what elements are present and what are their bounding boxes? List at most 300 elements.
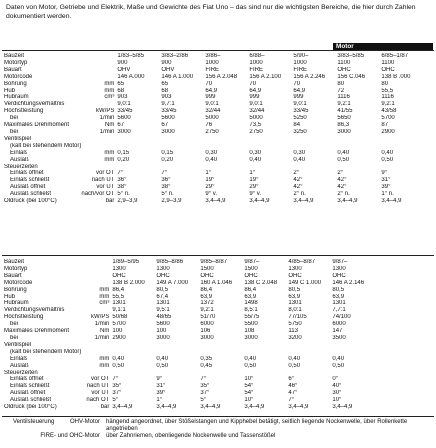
cell-value: 4/85–8/87	[288, 259, 316, 265]
cell-value: 1300	[156, 265, 170, 272]
cell-value: 9,7:1	[161, 101, 175, 108]
row-label: Bauzeit	[4, 53, 25, 59]
footer-row	[4, 419, 434, 433]
divider-top	[2, 50, 434, 51]
table-row	[4, 342, 376, 349]
table-row	[4, 94, 425, 101]
cell-value: 42°	[337, 177, 347, 184]
cell-value: 1100	[381, 59, 395, 66]
cell-value	[249, 164, 293, 171]
cell-value: 84	[293, 122, 301, 129]
cell-value: 0,40	[293, 156, 306, 163]
cell-value: 0,40	[249, 156, 262, 163]
cell-value: 1° n.	[381, 191, 394, 198]
cell-value: 156 A 2.246	[293, 73, 326, 80]
row-unit: cm³	[99, 300, 110, 307]
cell-value: 1300	[112, 265, 126, 272]
footer-label: FIRE- und OHC-Motor	[40, 433, 100, 440]
cell-value: 5°	[200, 397, 207, 404]
row-unit	[81, 307, 112, 314]
cell-value: 1°	[249, 170, 256, 177]
table-row	[4, 108, 425, 115]
table-row	[4, 164, 425, 171]
table-row	[4, 81, 425, 88]
cell-value: 9,0:1	[117, 101, 131, 108]
row-label: Hubraum	[4, 300, 29, 307]
cell-value	[337, 164, 381, 171]
cell-value	[117, 136, 161, 143]
cell-value: 1500	[200, 265, 214, 272]
row-label: Verdichtungsverhältnis	[4, 101, 65, 108]
cell-value: FIRE	[205, 66, 220, 73]
cell-value: 87	[381, 122, 389, 129]
row-label: Höchstleistung	[4, 314, 44, 321]
cell-value	[112, 349, 156, 356]
row-label: Öldruck (bei 100°C)	[4, 198, 57, 205]
cell-value: 3000	[200, 334, 214, 341]
cell-value: 0,40	[337, 149, 350, 156]
cell-value: 40°	[332, 383, 342, 390]
cell-value: FIRE	[293, 66, 308, 73]
row-label: Hub	[4, 293, 16, 300]
cell-value: 9,5:1	[156, 307, 170, 314]
cell-value: 5500	[244, 321, 258, 328]
table-row	[4, 129, 425, 136]
cell-value: 2,9–3,9	[117, 198, 138, 205]
row-unit	[81, 266, 112, 273]
cell-value: 1116	[337, 94, 350, 101]
cell-value: 3250	[293, 128, 307, 135]
cell-value: 5° n.	[161, 191, 174, 198]
cell-value: 54°	[244, 390, 254, 397]
cell-value: 7,7:1	[332, 307, 346, 314]
row-unit: nach OT	[86, 397, 110, 404]
cell-value: 65	[117, 80, 125, 87]
cell-value: 0,20	[161, 156, 174, 163]
cell-value: 42°	[337, 184, 347, 191]
cell-value: OHC	[337, 66, 351, 73]
row-label: Öldruck (bei 100°C)	[4, 404, 57, 411]
table-row	[4, 356, 376, 363]
table-row	[4, 273, 376, 280]
table-row	[4, 259, 376, 266]
cell-value: 63,9	[244, 293, 257, 300]
cell-value	[244, 370, 288, 377]
cell-value: 5/90–	[293, 53, 309, 59]
cell-value: 38°	[117, 184, 127, 191]
row-label: Einlaß öffnet	[10, 170, 44, 177]
row-label: Einlaß schließt	[10, 177, 50, 184]
cell-value: 9,2:1	[200, 307, 214, 314]
engine-table-1	[4, 53, 425, 205]
row-unit: nach/vor OT	[81, 191, 115, 198]
table-row	[4, 115, 425, 122]
cell-value: 74/100	[332, 314, 351, 321]
cell-value: 36°	[117, 177, 127, 184]
cell-value: 0,50	[244, 362, 257, 369]
table-row	[4, 314, 376, 321]
row-unit	[81, 60, 117, 67]
row-unit: mm	[104, 80, 115, 87]
cell-value: 9/87–	[332, 259, 348, 265]
cell-value: 5700	[112, 321, 126, 328]
table-row	[4, 328, 376, 335]
cell-value: 5° n.	[117, 191, 130, 198]
cell-value: 63,9	[200, 293, 213, 300]
cell-value: 29°	[205, 184, 215, 191]
cell-value	[112, 370, 156, 377]
cell-value: 64,9	[205, 87, 218, 94]
cell-value: 138 B 2.000	[112, 279, 145, 286]
cell-value	[244, 342, 288, 349]
cell-value: 5250	[293, 115, 307, 122]
cell-value: 67	[117, 122, 125, 129]
cell-value: 6°	[288, 376, 295, 383]
row-label: bei	[10, 321, 19, 328]
row-unit	[81, 349, 112, 356]
cell-value: 6/88–	[249, 53, 265, 59]
cell-value: 2°	[293, 170, 300, 177]
cell-value: 138 C 2.048	[244, 279, 278, 286]
cell-value: 80	[337, 80, 345, 87]
cell-value: 86,4	[244, 286, 257, 293]
row-label: Ventilspiel	[4, 341, 32, 348]
row-unit: Nm	[100, 328, 110, 335]
table-row	[4, 266, 376, 273]
cell-value	[288, 349, 332, 356]
table-row	[4, 294, 376, 301]
table-row	[4, 349, 376, 356]
cell-value: 2° n.	[337, 191, 350, 198]
cell-value: 35°	[200, 383, 210, 390]
cell-value: 0,50	[156, 362, 169, 369]
cell-value: 100	[112, 328, 123, 335]
cell-value	[205, 136, 249, 143]
table-row	[4, 287, 376, 294]
cell-value: 3,4–4,9	[293, 198, 314, 205]
cell-value: 1301	[288, 300, 302, 307]
cell-value	[156, 370, 200, 377]
row-label: Auslaß schließt	[10, 397, 52, 404]
cell-value: 6000	[332, 321, 346, 328]
cell-value: 55,5	[381, 87, 394, 94]
cell-value: 149 C 1.000	[288, 279, 322, 286]
cell-value: 113	[288, 328, 298, 335]
row-label: Einlaß	[10, 149, 28, 156]
cell-value: OHC	[200, 272, 214, 279]
cell-value: 0,15	[161, 149, 174, 156]
cell-value: 5700	[381, 115, 395, 122]
cell-value	[288, 342, 332, 349]
cell-value	[332, 342, 376, 349]
cell-value: 1372	[200, 300, 214, 307]
row-unit: mm	[104, 156, 115, 163]
cell-value	[381, 164, 425, 171]
row-unit: 1/min	[94, 334, 110, 341]
cell-value: 3,4–4,9	[288, 404, 309, 411]
row-unit: kW/PS	[91, 314, 110, 321]
engine-table-2	[4, 259, 376, 411]
cell-value	[249, 143, 293, 150]
cell-value: 77/105	[288, 314, 307, 321]
cell-value: 3,4–4,9	[112, 404, 133, 411]
cell-value: 2900	[112, 334, 126, 341]
cell-value: 3200	[288, 334, 302, 341]
cell-value: 3000	[156, 334, 170, 341]
cell-value: 76	[205, 122, 213, 129]
cell-value: 3500	[332, 334, 346, 341]
row-unit: 1/min	[99, 128, 115, 135]
cell-value: 3,4–4,9	[249, 198, 270, 205]
cell-value: 6000	[200, 321, 214, 328]
table-row	[4, 397, 376, 404]
row-label: Motortyp	[4, 59, 28, 66]
cell-value: 2750	[249, 128, 263, 135]
cell-value: 1/89–5/95	[112, 259, 140, 265]
cell-value: 0,50	[112, 362, 125, 369]
cell-value: 31°	[156, 383, 166, 390]
cell-value	[288, 370, 332, 377]
cell-value: 3,4–4,9	[156, 404, 177, 411]
cell-value: 3,4–4,9	[205, 198, 226, 205]
cell-value: 5600	[117, 115, 131, 122]
footer-text: hängend angeordnet, über Stößelstangen und Kipphebel betätigt, seitlich liegende Nockenwelle, über Rollenkette angetrieben	[106, 419, 408, 433]
cell-value	[205, 164, 249, 171]
row-unit	[81, 273, 112, 280]
table-row	[4, 300, 376, 307]
cell-value: 0,45	[200, 362, 213, 369]
cell-value: 149 A 7.000	[156, 279, 189, 286]
cell-value: 10°	[244, 397, 254, 404]
cell-value: 37°	[200, 390, 210, 397]
row-unit	[81, 136, 117, 143]
row-unit	[81, 259, 112, 266]
cell-value: 10°	[332, 397, 342, 404]
cell-value: OHC	[112, 272, 126, 279]
row-label: Auslaß schließt	[10, 191, 52, 198]
row-label: Bauart	[4, 66, 22, 73]
cell-value: 0,40	[156, 355, 169, 362]
cell-value: 67	[161, 122, 169, 129]
cell-value	[293, 164, 337, 171]
cell-value: 42°	[293, 184, 303, 191]
cell-value: 900	[161, 59, 172, 66]
cell-value	[381, 143, 425, 150]
cell-value	[381, 136, 425, 143]
row-label: bei	[10, 128, 19, 135]
valve-control-notes	[4, 419, 434, 441]
cell-value: 19°	[205, 177, 215, 184]
table-row	[4, 53, 425, 60]
cell-value: 47°	[288, 390, 298, 397]
cell-value: 1498	[244, 300, 258, 307]
table-row	[4, 88, 425, 95]
cell-value: 146 A 2.146	[332, 279, 365, 286]
row-label: Motortyp	[4, 265, 28, 272]
cell-value: 1000	[205, 59, 219, 66]
cell-value: 147	[332, 328, 343, 335]
row-label: Auslaß	[10, 362, 29, 369]
cell-value: 3,4–4,9	[244, 404, 265, 411]
row-unit: mm	[99, 355, 110, 362]
cell-value: 29°	[249, 184, 259, 191]
row-unit: nach UT	[91, 177, 115, 184]
table-row	[4, 404, 376, 411]
cell-value: 1301	[156, 300, 170, 307]
cell-value: 46°	[288, 383, 298, 390]
cell-value: 80,5	[156, 286, 169, 293]
cell-value: 1301	[112, 300, 126, 307]
row-unit: vor UT	[96, 184, 115, 191]
cell-value: 9,2:1	[337, 101, 351, 108]
cell-value: 3000	[117, 128, 131, 135]
cell-value: 0,50	[337, 156, 350, 163]
row-unit: bar	[105, 198, 115, 205]
cell-value	[156, 342, 200, 349]
cell-value	[337, 136, 381, 143]
cell-value: 0,15	[117, 149, 130, 156]
row-label: Motorcode	[4, 279, 33, 286]
cell-value: 41/55	[337, 108, 353, 115]
row-unit	[81, 164, 117, 171]
cell-value: 0,40	[381, 149, 394, 156]
cell-value: 2°	[337, 170, 344, 177]
cell-value: 39°	[156, 390, 166, 397]
table-row	[4, 177, 425, 184]
cell-value: 2900	[381, 128, 395, 135]
table-row	[4, 307, 376, 314]
cell-value: 70	[249, 80, 257, 87]
section-header-motor: Motor	[333, 43, 433, 50]
row-unit: mm	[99, 293, 110, 300]
cell-value: 70	[205, 80, 213, 87]
cell-value: 0,35	[200, 355, 213, 362]
table-row	[4, 370, 376, 377]
row-unit	[81, 143, 117, 150]
cell-value: 55/75	[244, 314, 260, 321]
cell-value: 156 C.046	[337, 73, 366, 80]
cell-value: 1301	[332, 300, 346, 307]
cell-value: 1300	[332, 265, 346, 272]
cell-value: 86,4	[200, 286, 213, 293]
row-unit: mm	[104, 149, 115, 156]
cell-value	[293, 143, 337, 150]
cell-value: 999	[249, 94, 260, 101]
cell-value: 5000	[249, 115, 263, 122]
cell-value: 32/44	[249, 108, 265, 115]
row-unit: mm	[99, 362, 110, 369]
cell-value: 3/83–2/86	[161, 53, 189, 59]
cell-value: 19°	[249, 177, 259, 184]
cell-value: 86,4	[112, 286, 125, 293]
row-label: Ventilspiel	[4, 135, 32, 142]
table-row	[4, 150, 425, 157]
table-row	[4, 363, 376, 370]
table-row	[4, 198, 425, 205]
cell-value	[117, 143, 161, 150]
cell-value: 7°	[112, 376, 119, 383]
row-label: Maximales Drehmoment	[4, 328, 70, 335]
row-label: Steuerzeiten	[4, 163, 38, 170]
row-unit	[81, 74, 117, 81]
cell-value: 30°	[332, 390, 342, 397]
cell-value: 54°	[244, 383, 254, 390]
cell-value: 5°	[112, 397, 119, 404]
row-unit: vor OT	[96, 170, 115, 177]
row-unit: mm	[104, 87, 115, 94]
row-label: Höchstleistung	[4, 108, 44, 115]
table-row	[4, 280, 376, 287]
cell-value: 1500	[244, 265, 258, 272]
cell-value	[337, 143, 381, 150]
cell-value: 36°	[161, 177, 171, 184]
cell-value: OHC	[332, 272, 346, 279]
cell-value: 5650	[337, 115, 351, 122]
cell-value: 9/85–8/86	[156, 259, 184, 265]
cell-value	[161, 143, 205, 150]
cell-value: 5750	[288, 321, 302, 328]
row-unit	[81, 370, 112, 377]
row-label: (kalt bei stehendem Motor)	[10, 348, 82, 355]
row-label: Steuerzeiten	[4, 369, 38, 376]
cell-value: 72	[337, 87, 345, 94]
cell-value: 903	[117, 94, 128, 101]
cell-value: 8,5:1	[244, 307, 258, 314]
cell-value: OHV	[117, 66, 131, 73]
table-row	[4, 101, 425, 108]
row-label: Motorcode	[4, 73, 33, 80]
cell-value: 0,30	[205, 149, 218, 156]
cell-value: 5600	[161, 115, 175, 122]
cell-value	[332, 349, 376, 356]
cell-value: 80,5	[288, 286, 301, 293]
cell-value: 0,40	[332, 355, 345, 362]
cell-value: 146 A.000	[117, 73, 145, 80]
table-row	[4, 383, 376, 390]
cell-value	[205, 143, 249, 150]
cell-value: OHC	[381, 66, 395, 73]
cell-value: 1°	[205, 170, 212, 177]
row-label: bei	[10, 115, 19, 122]
table-row	[4, 136, 425, 143]
cell-value	[161, 164, 205, 171]
cell-value: 9,0:1	[249, 101, 263, 108]
cell-value: 3,4–4,9	[200, 404, 221, 411]
row-label: Bauzeit	[4, 259, 25, 265]
cell-value: 9/87–	[244, 259, 260, 265]
row-label: Verdichtungsverhältnis	[4, 307, 65, 314]
cell-value	[156, 349, 200, 356]
cell-value: 80	[381, 80, 389, 87]
cell-value	[112, 342, 156, 349]
cell-value	[332, 370, 376, 377]
divider-middle	[2, 255, 434, 256]
table-row	[4, 335, 376, 342]
row-label: Einlaß schließt	[10, 383, 50, 390]
cell-value: 33/45	[117, 108, 133, 115]
cell-value: 0,50	[288, 362, 301, 369]
cell-value	[117, 164, 161, 171]
cell-value: OHV	[161, 66, 175, 73]
row-label: Bohrung	[4, 80, 27, 87]
row-label: bei	[10, 334, 19, 341]
cell-value: 1116	[381, 94, 394, 101]
cell-value: 70	[293, 80, 301, 87]
table-row	[4, 122, 425, 129]
table-row	[4, 74, 425, 81]
cell-value: 51/70	[200, 314, 216, 321]
row-label: Auslaß öffnet	[10, 184, 46, 191]
